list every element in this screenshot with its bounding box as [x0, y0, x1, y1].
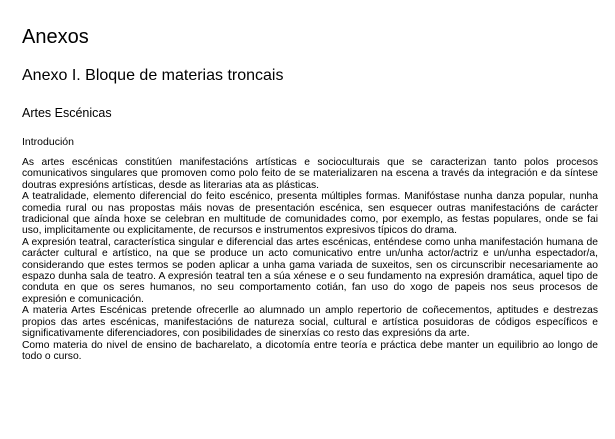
subsection-heading: Introdución [22, 136, 74, 148]
paragraph: A teatralidade, elemento diferencial do feito escénico, presenta múltiples formas. Manifóstase nunha danza popular, nunha comedia rural ou nas propostas máis novas de presentación escénica, sen esquecer outras manifestacións de carácter tradicional que aínda hoxe se celebran en multitude de comunidades como, por exemplo, as festas populares, onde se fai uso, implicitamente ou explicitamente, de recursos e instrumentos expresivos típicos do drama. [22, 191, 598, 237]
body-text [22, 157, 598, 362]
annex-heading: Anexo I. Bloque de materias troncais [22, 67, 284, 84]
page-title: Anexos [22, 26, 89, 48]
paragraph: As artes escénicas constitúen manifestacións artísticas e socioculturais que se caracterizan tanto polos procesos comunicativos singulares que promoven como polo feito de se materializaren na escena a través da integración e da síntese doutras expresións artísticas, desde as literarias ata as plásticas. [22, 157, 598, 191]
paragraph: Como materia do nivel de ensino de bacharelato, a dicotomía entre teoría e práctica debe manter un equilibrio ao longo de todo o curso. [22, 339, 598, 362]
paragraph: A materia Artes Escénicas pretende ofrecerlle ao alumnado un amplo repertorio de coñecementos, aptitudes e destrezas propios das artes escénicas, manifestacións de natureza social, cultural e artística posuidoras de códigos específicos e significativamente diferenciadores, con posibilidades de sinerxías co resto das expresións da arte. [22, 305, 598, 340]
section-heading: Artes Escénicas [22, 106, 112, 120]
paragraph: A expresión teatral, característica singular e diferencial das artes escénicas, enténdese como unha manifestación humana de carácter cultural e artístico, na que se produce un acto comunicativo entre un/unha actor/actriz e un/unha espectador/a, considerando que estes termos se poden aplicar a unha gama variada de suxeitos, sen os circunscribir necesariamente ao espazo dunha sala de teatro. A expresión teatral ten a súa xénese e o seu fundamento na expresión dramática, aquel tipo de conduta en que os seres humanos, no seu comportamento cotián, fan uso do xogo de papeis nos seus procesos de expresión e comunicación. [22, 236, 598, 305]
